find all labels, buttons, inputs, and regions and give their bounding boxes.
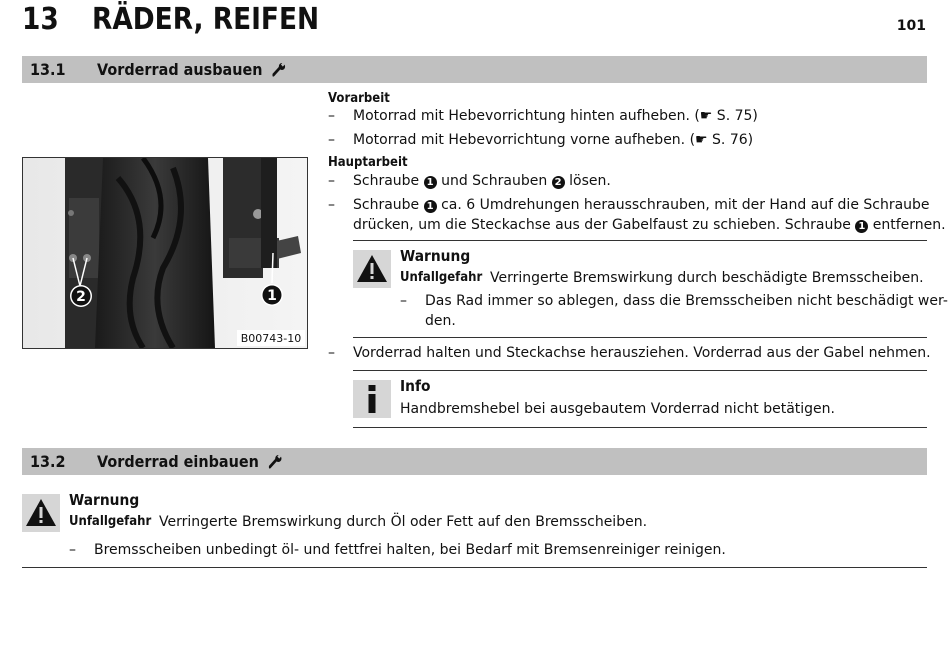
hazard-label: Unfallgefahr [69, 514, 152, 529]
info-icon [353, 380, 391, 418]
page-number: 101 [896, 18, 926, 34]
callout-ref-1: 1 [855, 220, 868, 233]
warning-triangle-icon [353, 250, 391, 288]
divider [353, 240, 927, 241]
warning-text: Verringerte Bremswirkung durch beschädigte Bremsscheiben. [490, 270, 924, 286]
wrench-icon [269, 455, 283, 469]
warning-title: Warnung [400, 247, 471, 265]
callout-ref-1: 1 [424, 176, 437, 189]
svg-text:1: 1 [267, 288, 277, 304]
divider [353, 370, 927, 371]
divider [353, 427, 927, 428]
callout-1 [261, 284, 283, 306]
front-wheel-photo [23, 158, 307, 348]
info-icon-box [353, 380, 391, 418]
warning-icon-box [353, 250, 391, 288]
warning-title: Warnung [69, 491, 140, 509]
section-title: Vorderrad ausbauen [97, 60, 287, 79]
list-item: – Schraube 1 ca. 6 Umdrehungen herausschrauben, mit der Hand auf die Schraube drücken, um die Steckachse aus der Gabelfaust zu schieben. Schraube 1 entfernen. [328, 197, 946, 233]
divider [353, 337, 927, 338]
callout-2 [70, 285, 92, 307]
section-number: 13.2 [30, 452, 66, 471]
prep-label: Vorarbeit [328, 91, 390, 106]
info-title: Info [400, 377, 431, 395]
chapter-number: 13 [22, 2, 59, 37]
info-text: Handbremshebel bei ausgebautem Vorderrad nicht betätigen. [400, 401, 835, 417]
section-header-13-2 [22, 448, 927, 475]
hazard-label: Unfallgefahr [400, 270, 483, 285]
figure-code: B00743-10 [240, 332, 302, 345]
divider [22, 567, 927, 568]
front-wheel-figure [22, 157, 308, 349]
chapter-title: RÄDER, REIFEN [92, 2, 320, 37]
main-label: Hauptarbeit [328, 155, 408, 170]
wrench-icon [273, 63, 287, 77]
warning-icon-box [22, 494, 60, 532]
section-number: 13.1 [30, 60, 66, 79]
warning-text: Verringerte Bremswirkung durch Öl oder Fett auf den Bremsscheiben. [159, 514, 648, 530]
section-title: Vorderrad einbauen [97, 452, 284, 471]
warning-triangle-icon [22, 494, 60, 532]
callout-ref-1: 1 [424, 200, 437, 213]
callout-ref-2: 2 [552, 176, 565, 189]
section-header-13-1 [22, 56, 927, 83]
svg-text:2: 2 [76, 289, 86, 305]
